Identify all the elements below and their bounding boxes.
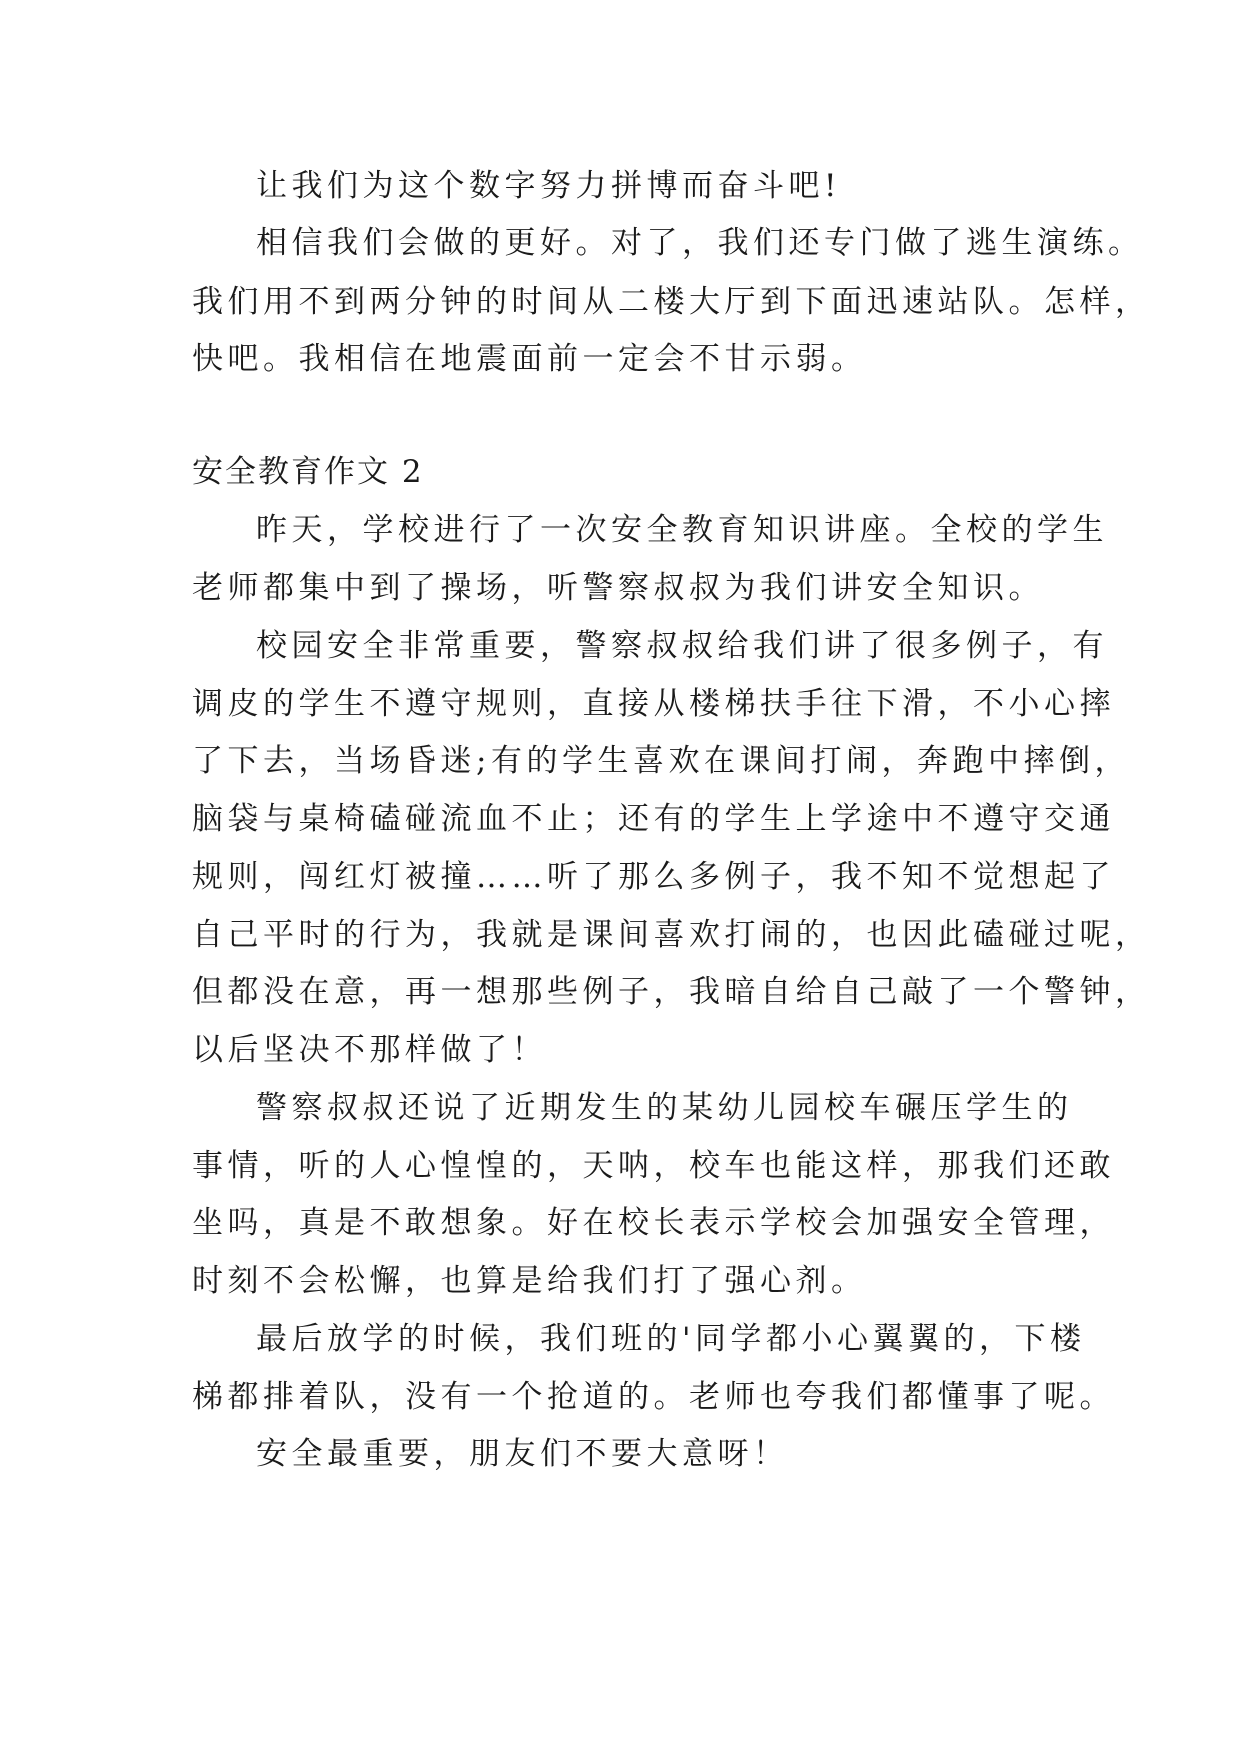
text-line: 调皮的学生不遵守规则，直接从楼梯扶手往下滑，不小心摔: [192, 686, 1115, 722]
text-line: 了下去，当场昏迷;有的学生喜欢在课间打闹，奔跑中摔倒，: [192, 743, 1130, 779]
text-line: 自己平时的行为，我就是课间喜欢打闹的，也因此磕碰过呢，: [192, 917, 1151, 953]
text-line: 规则，闯红灯被撞……听了那么多例子，我不知不觉想起了: [192, 859, 1115, 895]
text-line: 梯都排着队，没有一个抢道的。老师也夸我们都懂事了呢。: [192, 1379, 1115, 1415]
text-line: 事情，听的人心惶惶的，天呐，校车也能这样，那我们还敢: [192, 1148, 1115, 1184]
text-line: 校园安全非常重要，警察叔叔给我们讲了很多例子，有: [256, 628, 1108, 664]
text-line: 坐吗，真是不敢想象。好在校长表示学校会加强安全管理，: [192, 1205, 1115, 1241]
section-heading: 安全教育作文 2: [192, 454, 424, 490]
text-line: 安全最重要，朋友们不要大意呀！: [256, 1436, 789, 1472]
text-line: 快吧。我相信在地震面前一定会不甘示弱。: [192, 341, 867, 377]
text-line: 相信我们会做的更好。对了，我们还专门做了逃生演练。: [256, 225, 1144, 261]
text-line: 但都没在意，再一想那些例子，我暗自给自己敲了一个警钟，: [192, 974, 1151, 1010]
text-line: 昨天，学校进行了一次安全教育知识讲座。全校的学生: [256, 512, 1108, 548]
text-line: 最后放学的时候，我们班的'同学都小心翼翼的，下楼: [256, 1321, 1086, 1357]
text-line: 警察叔叔还说了近期发生的某幼儿园校车碾压学生的: [256, 1090, 1073, 1126]
text-line: 我们用不到两分钟的时间从二楼大厅到下面迅速站队。怎样，: [192, 284, 1151, 320]
text-line: 时刻不会松懈，也算是给我们打了强心剂。: [192, 1263, 867, 1299]
text-line: 以后坚决不那样做了！: [192, 1032, 547, 1068]
text-line: 让我们为这个数字努力拼博而奋斗吧!: [256, 168, 841, 204]
text-line: 脑袋与桌椅磕碰流血不止；还有的学生上学途中不遵守交通: [192, 801, 1115, 837]
text-line: 老师都集中到了操场，听警察叔叔为我们讲安全知识。: [192, 570, 1044, 606]
